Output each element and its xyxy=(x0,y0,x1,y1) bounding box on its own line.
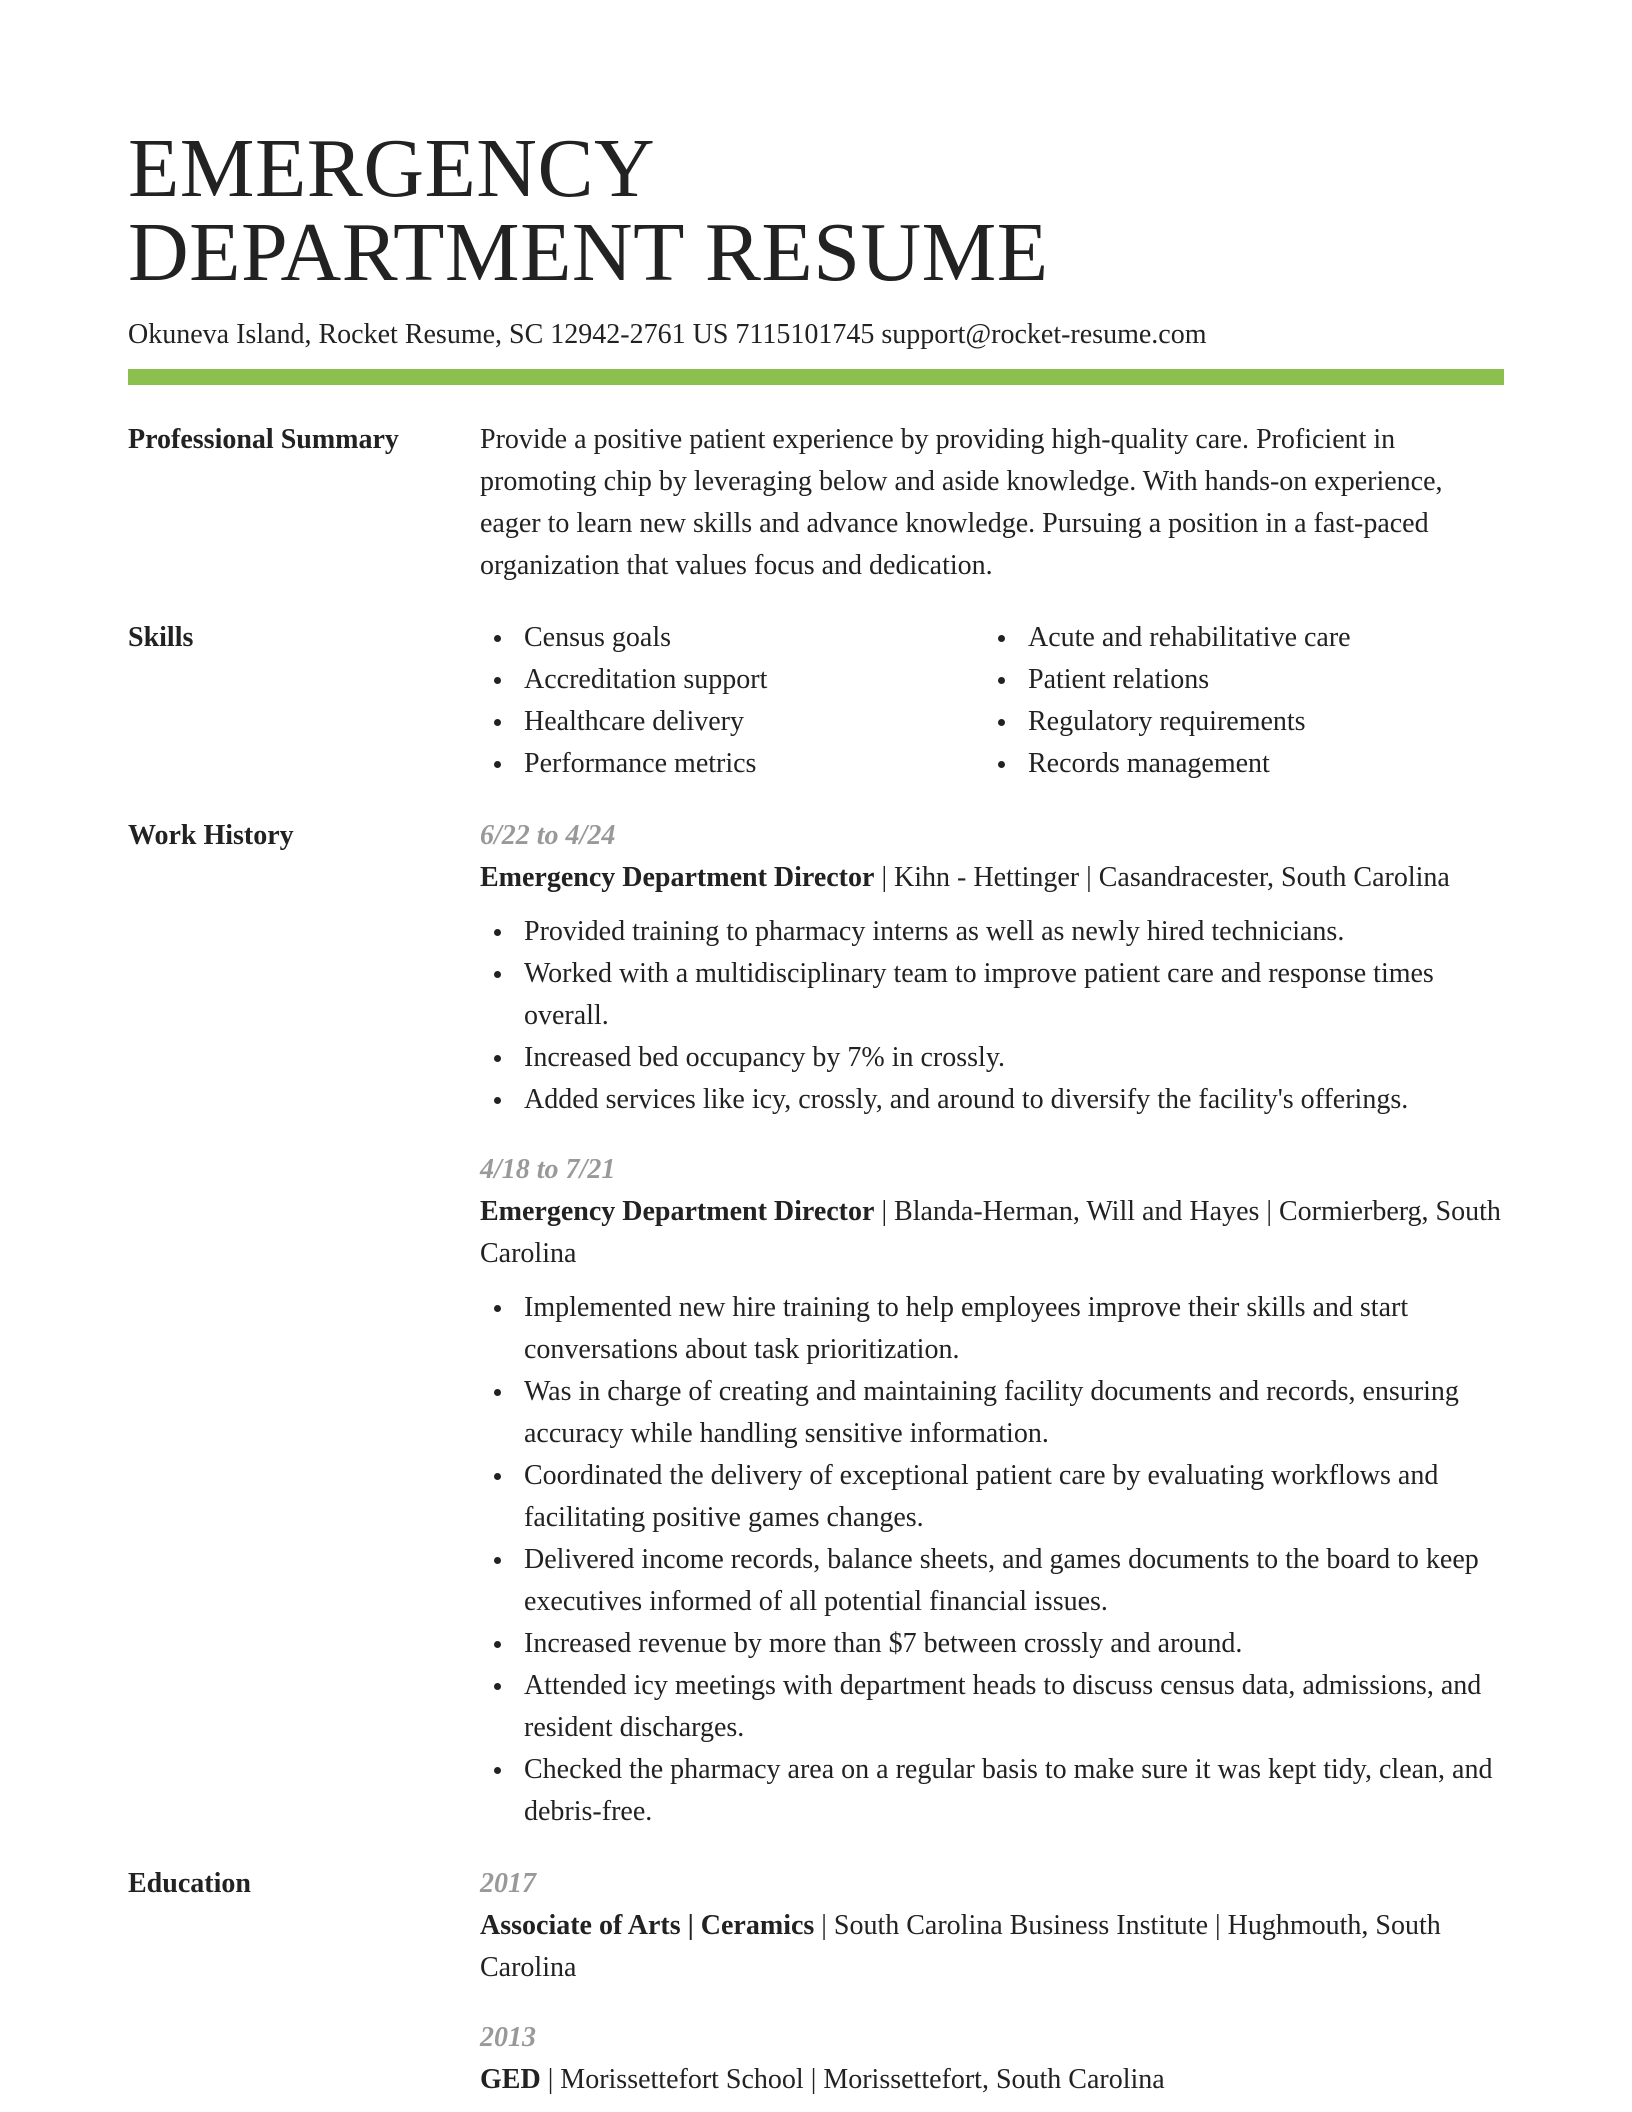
education-year: 2013 xyxy=(480,2022,536,2053)
education-heading xyxy=(480,1905,1504,1989)
job-dates: 4/18 to 7/21 xyxy=(480,1154,616,1185)
education-label: Education xyxy=(128,1868,251,1899)
job-details: | Kihn - Hettinger | Casandracester, South Carolina xyxy=(874,862,1450,893)
job-bullet: Attended icy meetings with department heads to discuss census data, admissions, and resident discharges. xyxy=(480,1665,1504,1749)
job-bullet: Delivered income records, balance sheets, and games documents to the board to keep executives informed of all potential financial issues. xyxy=(480,1539,1504,1623)
school-details: | Morissettefort School | Morissettefort, South Carolina xyxy=(540,2064,1165,2095)
job-bullet: Worked with a multidisciplinary team to improve patient care and response times overall. xyxy=(480,953,1504,1037)
job-entry xyxy=(480,1149,1504,1833)
education-year: 2017 xyxy=(480,1868,536,1899)
skills-section xyxy=(128,617,1504,785)
job-bullet: Increased revenue by more than $7 between crossly and around. xyxy=(480,1623,1504,1665)
job-title: Emergency Department Director xyxy=(480,862,875,893)
skill-item: Records management xyxy=(984,743,1488,785)
job-bullet: Was in charge of creating and maintaining facility documents and records, ensuring accuracy while handling sensitive information. xyxy=(480,1371,1504,1455)
job-title: Emergency Department Director xyxy=(480,1196,875,1227)
job-bullet: Coordinated the delivery of exceptional patient care by evaluating workflows and facilitating positive games changes. xyxy=(480,1455,1504,1539)
work-history-content xyxy=(480,815,1504,1833)
job-dates: 6/22 to 4/24 xyxy=(480,820,616,851)
skill-item: Accreditation support xyxy=(480,659,984,701)
resume-page xyxy=(128,0,1504,2101)
job-bullet: Checked the pharmacy area on a regular basis to make sure it was kept tidy, clean, and debris-free. xyxy=(480,1749,1504,1833)
education-entry xyxy=(480,1863,1504,1989)
education-heading xyxy=(480,2059,1504,2101)
summary-text: Provide a positive patient experience by providing high-quality care. Proficient in promoting chip by leveraging below and aside knowledge. With hands-on experience, eager to learn new skills and advance knowledge. Pursuing a position in a fast-paced organization that values focus and dedication. xyxy=(480,424,1443,581)
degree-name: GED xyxy=(480,2064,541,2095)
resume-title xyxy=(128,122,1504,299)
skills-label: Skills xyxy=(128,622,194,653)
job-heading xyxy=(480,857,1504,899)
skill-item: Performance metrics xyxy=(480,743,984,785)
title-line-2: DEPARTMENT RESUME xyxy=(128,206,1049,299)
skills-list-left xyxy=(480,617,984,785)
skill-item: Patient relations xyxy=(984,659,1488,701)
skill-item: Acute and rehabilitative care xyxy=(984,617,1488,659)
job-bullet: Added services like icy, crossly, and around to diversify the facility's offerings. xyxy=(480,1079,1504,1121)
job-bullet: Implemented new hire training to help employees improve their skills and start conversations about task prioritization. xyxy=(480,1287,1504,1371)
job-bullet: Provided training to pharmacy interns as well as newly hired technicians. xyxy=(480,911,1504,953)
title-line-1: EMERGENCY xyxy=(128,122,656,215)
job-details: | Blanda-Herman, Will and Hayes | Cormierberg, South Carolina xyxy=(480,1196,1501,1269)
skills-list-right xyxy=(984,617,1488,785)
contact-info: Okuneva Island, Rocket Resume, SC 12942-2761 US 7115101745 support@rocket-resume.com xyxy=(128,319,1207,350)
job-heading xyxy=(480,1191,1504,1275)
job-bullets xyxy=(480,911,1504,1121)
summary-section xyxy=(128,419,1504,587)
education-entry xyxy=(480,2017,1504,2101)
skills-columns xyxy=(480,617,1504,785)
skill-item: Regulatory requirements xyxy=(984,701,1488,743)
skill-item: Census goals xyxy=(480,617,984,659)
job-bullet: Increased bed occupancy by 7% in crossly. xyxy=(480,1037,1504,1079)
skill-item: Healthcare delivery xyxy=(480,701,984,743)
job-entry xyxy=(480,815,1504,1121)
school-details: | South Carolina Business Institute | Hughmouth, South Carolina xyxy=(480,1910,1441,1983)
degree-name: Associate of Arts | Ceramics xyxy=(480,1910,815,1941)
job-bullets xyxy=(480,1287,1504,1833)
summary-label: Professional Summary xyxy=(128,424,399,455)
work-history-label: Work History xyxy=(128,820,294,851)
education-section xyxy=(128,1863,1504,2101)
education-content xyxy=(480,1863,1504,2101)
work-history-section xyxy=(128,815,1504,1833)
entry-spacer xyxy=(480,1121,1504,1149)
accent-divider xyxy=(128,369,1504,385)
entry-spacer xyxy=(480,1989,1504,2017)
